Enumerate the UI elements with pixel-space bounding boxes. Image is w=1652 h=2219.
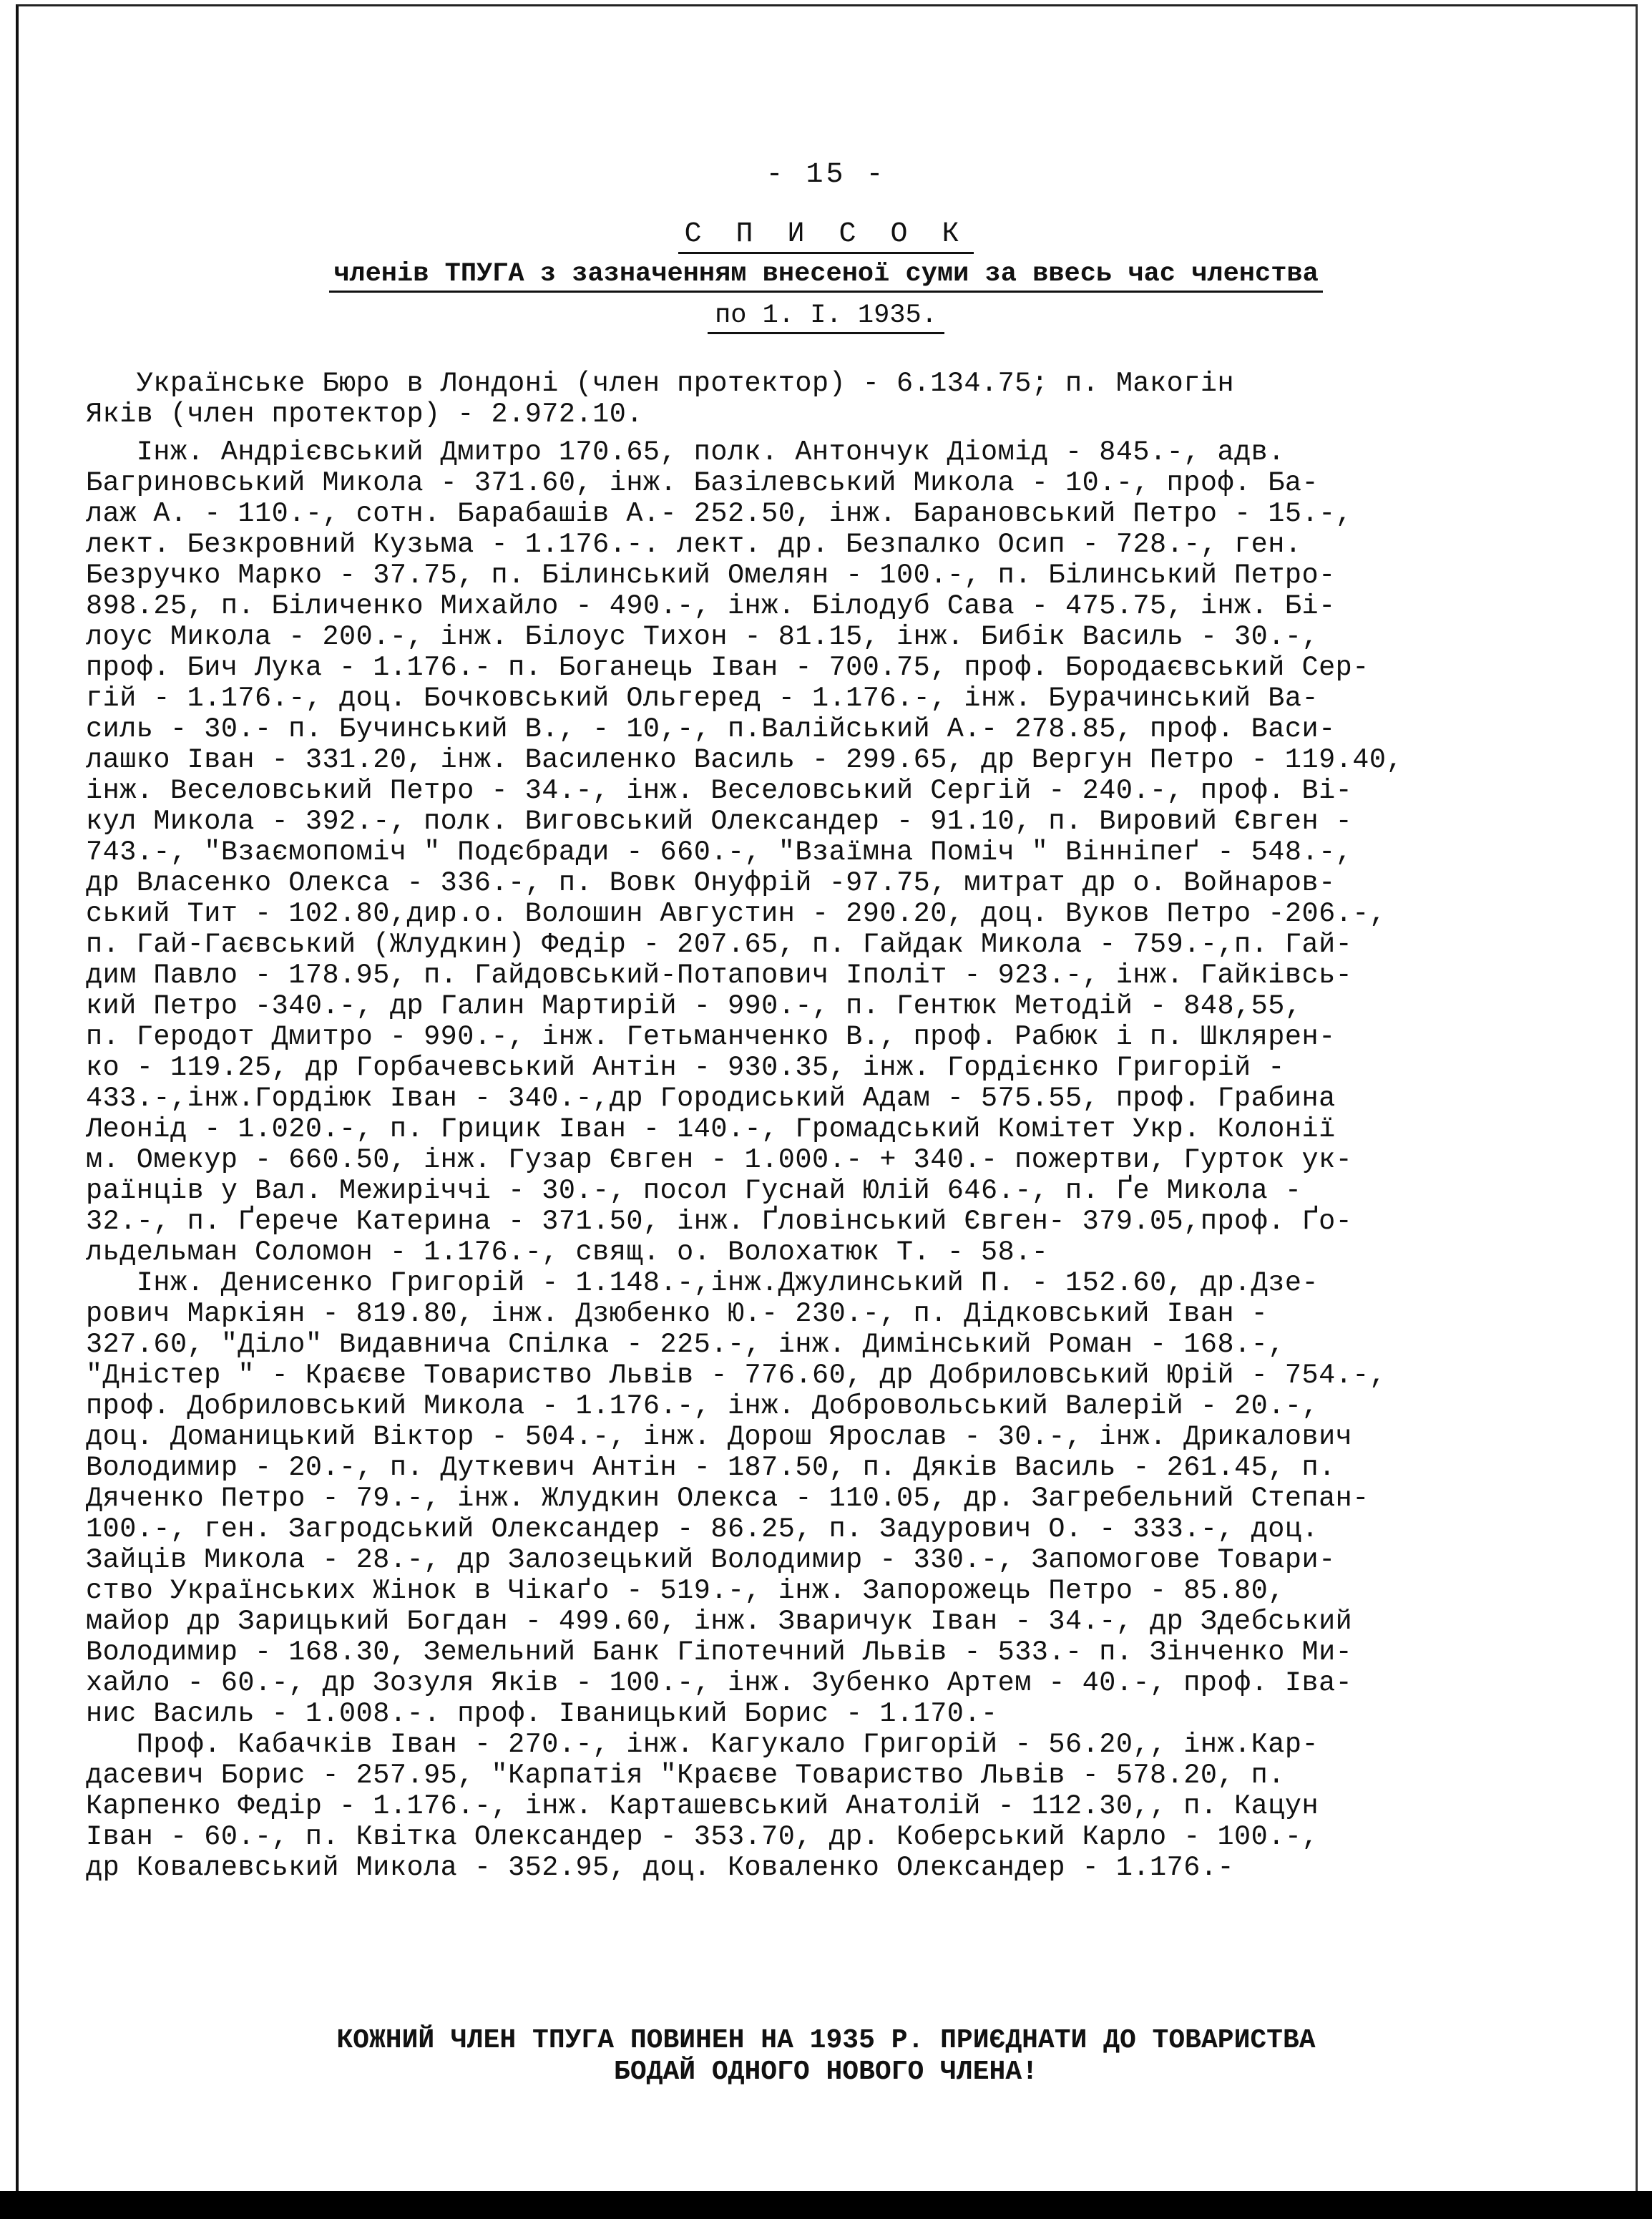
text-line: Інж. Андрієвський Дмитро 170.65, полк. Антончук Діомід - 845.-, адв. <box>86 437 1285 468</box>
text-line: др Власенко Олекса - 336.-, п. Вовк Онуфрій -97.75, митрат др о. Войнаров- <box>86 867 1336 899</box>
text-line: Дяченко Петро - 79.-, інж. Жлудкин Олекса - 110.05, др. Загребельний Степан- <box>86 1483 1369 1514</box>
text-line: льдельман Соломон - 1.176.-, свящ. о. Волохатюк Т. - 58.- <box>86 1237 1049 1268</box>
text-line: дим Павло - 178.95, п. Гайдовський-Потапович Іполіт - 923.-, інж. Гайківсь- <box>86 960 1353 991</box>
text-line: п. Гай-Гаєвський (Жлудкин) Федір - 207.65, п. Гайдак Микола - 759.-,п. Гай- <box>86 929 1353 960</box>
text-line: Іван - 60.-, п. Квітка Олександер - 353.70, др. Коберський Карло - 100.-, <box>86 1821 1319 1853</box>
text-line: Багриновський Микола - 371.60, інж. Базілевський Микола - 10.-, проф. Ба- <box>86 467 1319 499</box>
text-line: ко - 119.25, др Горбачевський Антін - 930.35, інж. Гордієнко Григорій - <box>86 1052 1285 1083</box>
text-line: проф. Добриловський Микола - 1.176.-, інж. Добровольський Валерій - 20.-, <box>86 1390 1319 1422</box>
text-line: Українське Бюро в Лондоні (член протектор) - 6.134.75; п. Макогін <box>86 368 1235 399</box>
date-line <box>0 301 1652 331</box>
text-line: нис Василь - 1.008.-. проф. Іваницький Борис - 1.170.- <box>86 1698 998 1730</box>
text-line: Проф. Кабачків Іван - 270.-, інж. Кагукало Григорій - 56.20,, інж.Кар- <box>86 1729 1319 1760</box>
text-line: силь - 30.- п. Бучинський В., - 10,-, п.Валійський А.- 278.85, проф. Васи- <box>86 713 1336 745</box>
footer-line-1: КОЖНИЙ ЧЛЕН ТПУГА ПОВИНЕН НА 1935 Р. ПРИЄДНАТИ ДО ТОВАРИСТВА <box>336 2025 1316 2056</box>
text-line: Інж. Денисенко Григорій - 1.148.-,інж.Джулинський П. - 152.60, др.Дзе- <box>86 1267 1319 1299</box>
text-line: кул Микола - 392.-, полк. Виговський Олександер - 91.10, п. Вировий Євген - <box>86 806 1353 837</box>
text-line: доц. Доманицький Віктор - 504.-, інж. Дорош Ярослав - 30.-, інж. Дрикалович <box>86 1421 1353 1453</box>
text-line: Володимир - 168.30, Земельний Банк Гіпотечний Львів - 533.- п. Зінченко Ми- <box>86 1637 1353 1668</box>
text-line: ство Українських Жінок в Чікаґо - 519.-, інж. Запорожець Петро - 85.80, <box>86 1575 1285 1606</box>
text-line: 898.25, п. Біличенко Михайло - 490.-, інж. Білодуб Сава - 475.75, інж. Бі- <box>86 590 1336 622</box>
text-line: Яків (член протектор) - 2.972.10. <box>86 399 643 430</box>
page-number: - 15 - <box>766 159 886 191</box>
text-line: м. Омекур - 660.50, інж. Гузар Євген - 1.000.- + 340.- пожертви, Гурток ук- <box>86 1144 1353 1176</box>
text-line: Леонід - 1.020.-, п. Грицик Іван - 140.-, Громадський Комітет Укр. Колонії <box>86 1113 1336 1145</box>
text-line: 100.-, ген. Загродський Олександер - 86.25, п. Задурович О. - 333.-, доц. <box>86 1513 1319 1545</box>
text-line: 327.60, "Діло" Видавнича Спілка - 225.-, інж. Димінський Роман - 168.-, <box>86 1329 1285 1360</box>
date-line-text: по 1. І. 1935. <box>708 301 944 334</box>
text-line: раїнців у Вал. Межиріччі - 30.-, посол Гуснай Юлій 646.-, п. Ґе Микола - <box>86 1175 1302 1206</box>
text-line: інж. Веселовський Петро - 34.-, інж. Веселовський Сергій - 240.-, проф. Ві- <box>86 775 1353 806</box>
text-line: кий Петро -340.-, др Галин Мартирій - 990.-, п. Гентюк Методій - 848,55, <box>86 990 1302 1022</box>
text-line: ський Тит - 102.80,дир.о. Волошин Августин - 290.20, доц. Вуков Петро -206.-, <box>86 898 1387 930</box>
text-line: п. Геродот Дмитро - 990.-, інж. Гетьманченко В., проф. Рабюк і п. Шклярен- <box>86 1021 1336 1053</box>
text-line: лаж А. - 110.-, сотн. Барабашів А.- 252.50, інж. Барановський Петро - 15.-, <box>86 498 1353 530</box>
text-line: хайло - 60.-, др Зозуля Яків - 100.-, інж. Зубенко Артем - 40.-, проф. Іва- <box>86 1667 1353 1699</box>
text-line: др Ковалевський Микола - 352.95, доц. Коваленко Олександер - 1.176.- <box>86 1852 1235 1883</box>
text-line: лашко Іван - 331.20, інж. Василенко Василь - 299.65, др Вергун Петро - 119.40, <box>86 744 1404 776</box>
text-line: Зайців Микола - 28.-, др Залозецький Володимир - 330.-, Запомогове Товари- <box>86 1544 1336 1576</box>
text-line: Безручко Марко - 37.75, п. Білинський Омелян - 100.-, п. Білинський Петро- <box>86 560 1336 591</box>
text-line: 433.-,інж.Гордіюк Іван - 340.-,др Городиський Адам - 575.55, проф. Грабина <box>86 1083 1336 1114</box>
text-line: майор др Зарицький Богдан - 499.60, інж. Зваричук Іван - 34.-, др Здебський <box>86 1606 1353 1637</box>
text-line: гій - 1.176.-, доц. Бочковський Ольгеред - 1.176.-, інж. Бурачинський Ва- <box>86 683 1319 714</box>
text-line: 743.-, "Взаємопоміч " Подєбради - 660.-, "Взаїмна Поміч " Вінніпеґ - 548.-, <box>86 837 1353 868</box>
footer-line-2: БОДАЙ ОДНОГО НОВОГО ЧЛЕНА! <box>614 2057 1038 2087</box>
document-subtitle-text: членів ТПУГА з зазначенням внесеної суми за ввесь час членства <box>329 259 1323 293</box>
footer-appeal <box>0 2025 1652 2088</box>
text-line: лект. Безкровний Кузьма - 1.176.-. лект. др. Безпалко Осип - 728.-, ген. <box>86 529 1302 560</box>
text-line: проф. Бич Лука - 1.176.- п. Боганець Іван - 700.75, проф. Бородаєвський Сер- <box>86 652 1369 683</box>
text-line: 32.-, п. Ґерече Катерина - 371.50, інж. Ґловінський Євген- 379.05,проф. Ґо- <box>86 1206 1353 1237</box>
text-line: "Дністер " - Краєве Товариство Львів - 776.60, др Добриловський Юрій - 754.-, <box>86 1360 1387 1391</box>
member-list-text <box>86 369 1581 1883</box>
scan-bottom-border <box>0 2191 1652 2219</box>
document-subtitle <box>0 259 1652 289</box>
text-line: Карпенко Федір - 1.176.-, інж. Карташевський Анатолій - 112.30,, п. Кацун <box>86 1790 1319 1822</box>
document-title-text: С П И С О К <box>678 218 973 254</box>
document-title <box>0 218 1652 250</box>
text-line: Володимир - 20.-, п. Дуткевич Антін - 187.50, п. Дяків Василь - 261.45, п. <box>86 1452 1336 1483</box>
text-line: дасевич Борис - 257.95, "Карпатія "Краєве Товариство Львів - 578.20, п. <box>86 1760 1285 1791</box>
text-line: рович Маркіян - 819.80, інж. Дзюбенко Ю.- 230.-, п. Дідковський Іван - <box>86 1298 1269 1330</box>
text-line: лоус Микола - 200.-, інж. Білоус Тихон - 81.15, інж. Бибік Василь - 30.-, <box>86 621 1319 653</box>
